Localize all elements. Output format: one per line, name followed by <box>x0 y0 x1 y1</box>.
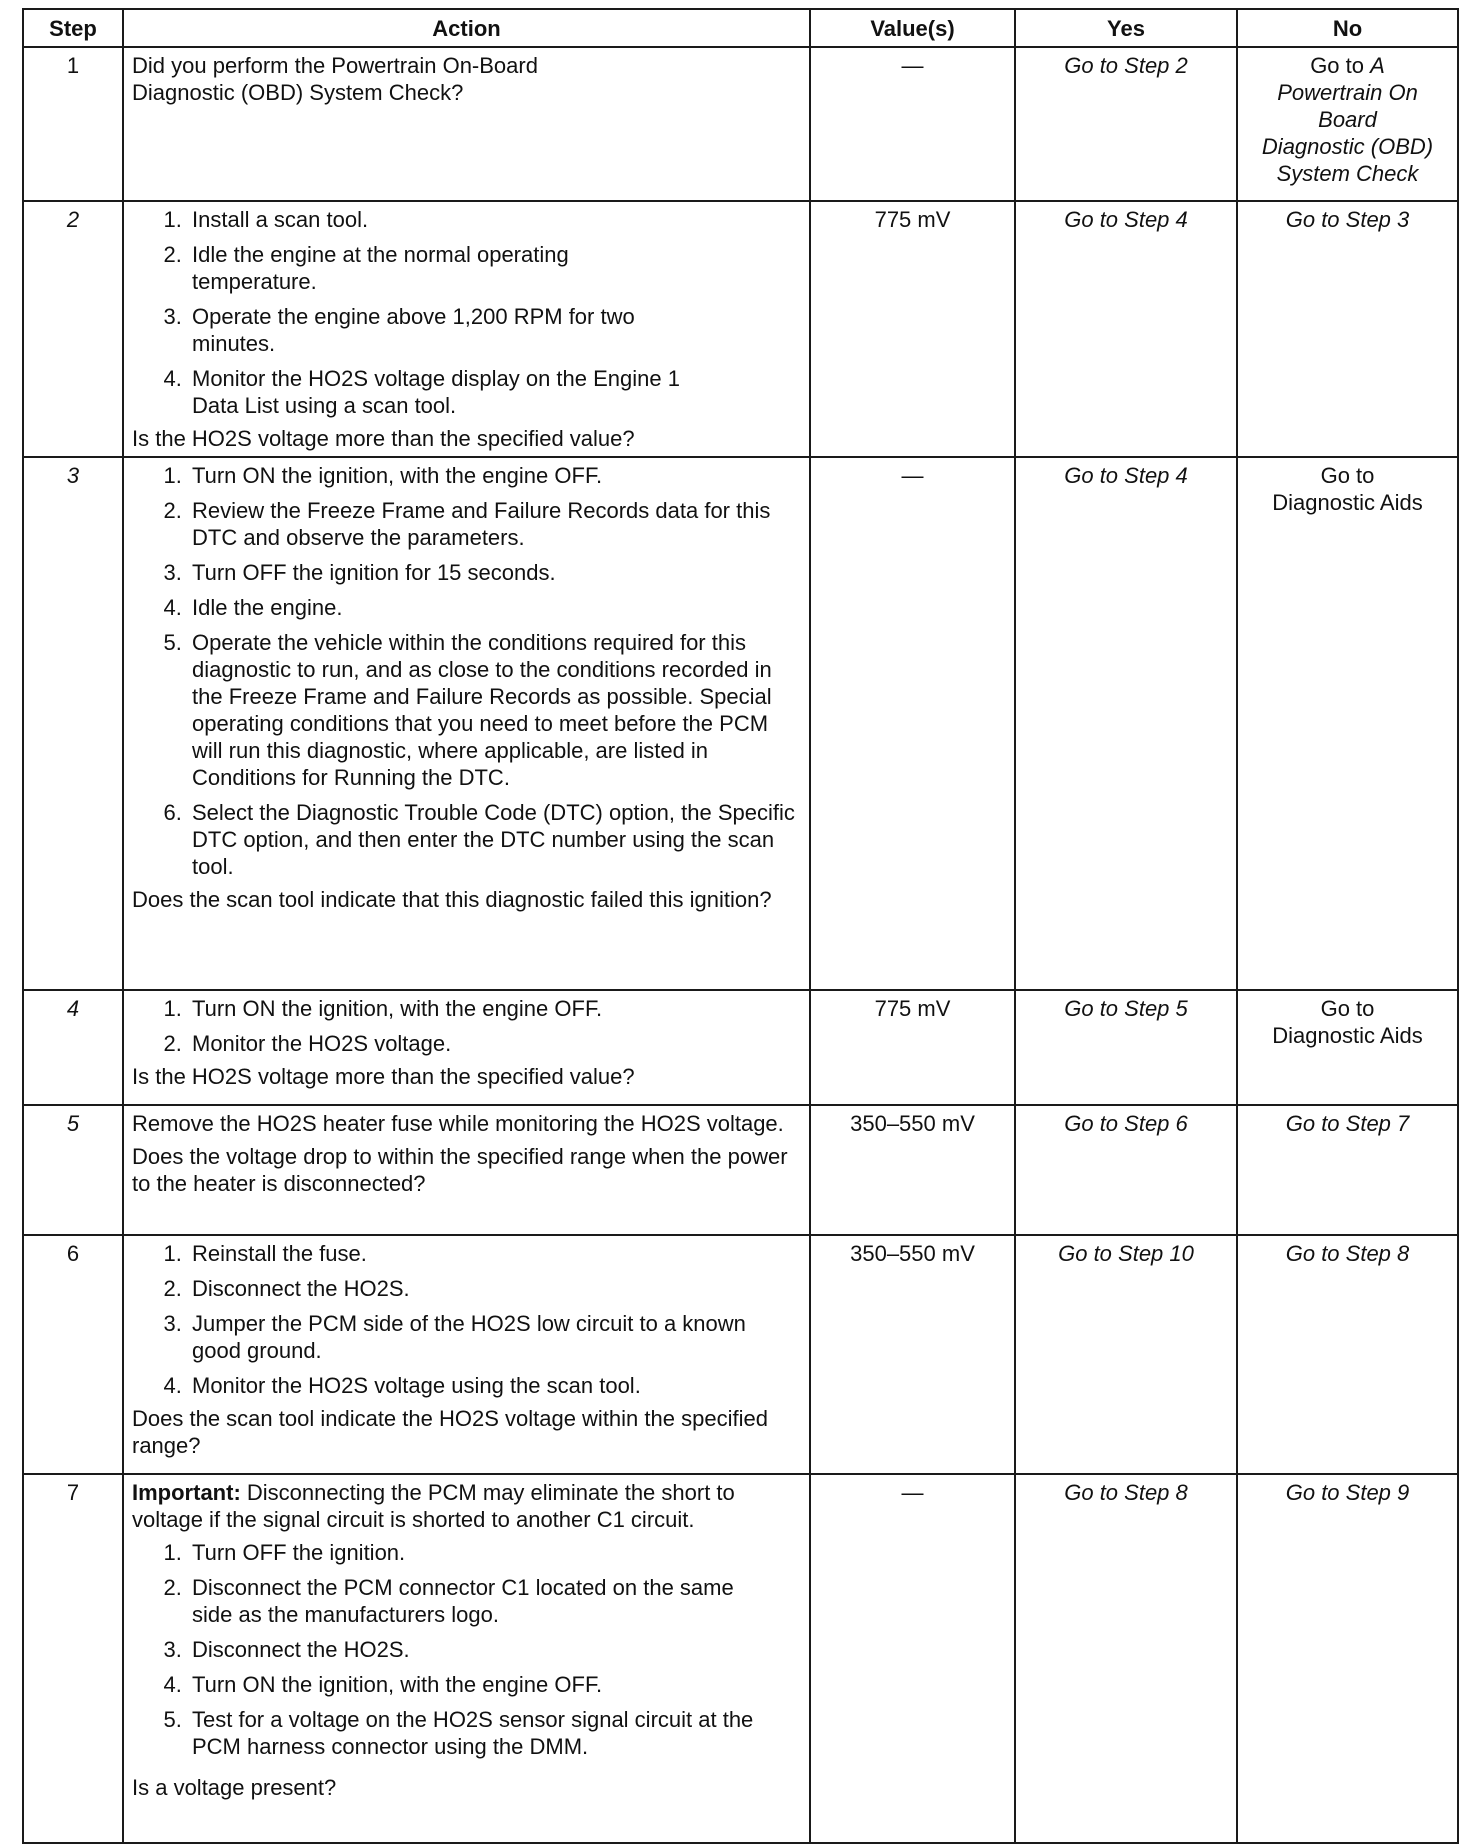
header-yes: Yes <box>1015 9 1237 47</box>
question: Is the HO2S voltage more than the specified value? <box>132 1064 635 1089</box>
action-steps <box>132 206 801 419</box>
important-text: Disconnecting the PCM may eliminate the short to voltage if the signal circuit is shorted to another C1 circuit. <box>132 1480 735 1532</box>
list-item: 1. Turn OFF the ignition. <box>188 1539 771 1566</box>
no-line: Go to <box>1320 996 1375 1021</box>
yes-cell: Go to Step 5 <box>1015 990 1237 1105</box>
list-item: 1. Turn ON the ignition, with the engine OFF. <box>188 995 801 1022</box>
value-cell: — <box>810 457 1015 990</box>
yes-cell: Go to Step 6 <box>1015 1105 1237 1235</box>
yes-cell: Go to Step 4 <box>1015 201 1237 457</box>
header-row <box>23 9 1458 47</box>
list-item: 4. Turn ON the ignition, with the engine OFF. <box>188 1671 771 1698</box>
no-cell: Go to Step 7 <box>1237 1105 1458 1235</box>
table-row <box>23 990 1458 1105</box>
no-line: System Check <box>1276 161 1419 186</box>
yes-cell: Go to Step 2 <box>1015 47 1237 201</box>
action-cell <box>123 457 810 990</box>
no-line: Go to <box>1320 463 1375 488</box>
action-steps <box>132 462 801 880</box>
table-row <box>23 457 1458 990</box>
action-cell <box>123 47 810 201</box>
no-cell <box>1237 457 1458 990</box>
list-item: 1. Install a scan tool. <box>188 206 681 233</box>
list-item: 3. Disconnect the HO2S. <box>188 1636 771 1663</box>
no-line: Diagnostic (OBD) <box>1261 134 1434 159</box>
yes-cell: Go to Step 4 <box>1015 457 1237 990</box>
list-item: 1. Turn ON the ignition, with the engine OFF. <box>188 462 801 489</box>
yes-cell: Go to Step 8 <box>1015 1474 1237 1843</box>
step-number: 7 <box>23 1474 123 1843</box>
table-row <box>23 1105 1458 1235</box>
important-note <box>132 1479 801 1533</box>
action-cell <box>123 1105 810 1235</box>
action-cell <box>123 990 810 1105</box>
header-no: No <box>1237 9 1458 47</box>
list-item: 5. Operate the vehicle within the conditions required for this diagnostic to run, and as close to the conditions recorded in the Freeze Frame and Failure Records as possible. Special operating conditions that you need to meet before the PCM will run this diagnostic, where applicable, are listed in Conditions for Running the DTC. <box>188 629 801 791</box>
list-item: 3. Jumper the PCM side of the HO2S low circuit to a known good ground. <box>188 1310 781 1364</box>
list-item: 2. Disconnect the PCM connector C1 located on the same side as the manufacturers logo. <box>188 1574 771 1628</box>
no-cell: Go to Step 8 <box>1237 1235 1458 1474</box>
value-cell: 350–550 mV <box>810 1235 1015 1474</box>
value-cell: 775 mV <box>810 990 1015 1105</box>
step-number: 3 <box>23 457 123 990</box>
step-number: 1 <box>23 47 123 201</box>
action-cell <box>123 201 810 457</box>
table-row <box>23 1474 1458 1843</box>
question: Does the scan tool indicate the HO2S voltage within the specified range? <box>132 1406 768 1458</box>
no-cell <box>1237 47 1458 201</box>
list-item: 2. Monitor the HO2S voltage. <box>188 1030 801 1057</box>
list-item: 3. Operate the engine above 1,200 RPM for two minutes. <box>188 303 681 357</box>
list-item: 4. Monitor the HO2S voltage display on the Engine 1 Data List using a scan tool. <box>188 365 681 419</box>
step-number: 5 <box>23 1105 123 1235</box>
no-line: Diagnostic Aids <box>1272 490 1423 515</box>
value-cell: 350–550 mV <box>810 1105 1015 1235</box>
question: Does the scan tool indicate that this diagnostic failed this ignition? <box>132 887 772 912</box>
diagnostic-table <box>22 8 1459 1844</box>
step-number: 2 <box>23 201 123 457</box>
question: Does the voltage drop to within the specified range when the power to the heater is disconnected? <box>132 1144 788 1196</box>
header-values: Value(s) <box>810 9 1015 47</box>
action-steps <box>132 1539 801 1760</box>
list-item: 2. Disconnect the HO2S. <box>188 1275 781 1302</box>
header-action: Action <box>123 9 810 47</box>
list-item: 6. Select the Diagnostic Trouble Code (DTC) option, the Specific DTC option, and then enter the DTC number using the scan tool. <box>188 799 801 880</box>
action-steps <box>132 1240 801 1399</box>
question: Is the HO2S voltage more than the specified value? <box>132 426 635 451</box>
list-item: 5. Test for a voltage on the HO2S sensor signal circuit at the PCM harness connector using the DMM. <box>188 1706 771 1760</box>
list-item: 4. Monitor the HO2S voltage using the scan tool. <box>188 1372 781 1399</box>
value-cell: — <box>810 1474 1015 1843</box>
value-cell: — <box>810 47 1015 201</box>
no-cell: Go to Step 9 <box>1237 1474 1458 1843</box>
question: Is a voltage present? <box>132 1775 337 1800</box>
step-number: 6 <box>23 1235 123 1474</box>
list-item: 2. Idle the engine at the normal operating temperature. <box>188 241 681 295</box>
important-label: Important: <box>132 1480 241 1505</box>
step-number: 4 <box>23 990 123 1105</box>
list-item: 1. Reinstall the fuse. <box>188 1240 781 1267</box>
action-cell <box>123 1474 810 1843</box>
no-line: Go to A <box>1310 53 1385 78</box>
action-cell <box>123 1235 810 1474</box>
list-item: 4. Idle the engine. <box>188 594 801 621</box>
value-cell: 775 mV <box>810 201 1015 457</box>
action-text: Did you perform the Powertrain On-Board Diagnostic (OBD) System Check? <box>132 53 538 105</box>
list-item: 2. Review the Freeze Frame and Failure Records data for this DTC and observe the parameters. <box>188 497 801 551</box>
no-line: Diagnostic Aids <box>1272 1023 1423 1048</box>
table-row <box>23 47 1458 201</box>
yes-cell: Go to Step 10 <box>1015 1235 1237 1474</box>
list-item: 3. Turn OFF the ignition for 15 seconds. <box>188 559 801 586</box>
header-step: Step <box>23 9 123 47</box>
action-steps <box>132 995 801 1057</box>
no-line: Powertrain On <box>1277 80 1418 105</box>
table-row <box>23 201 1458 457</box>
no-line: Board <box>1318 107 1377 132</box>
table-row <box>23 1235 1458 1474</box>
no-cell <box>1237 990 1458 1105</box>
action-text: Remove the HO2S heater fuse while monitoring the HO2S voltage. <box>132 1111 784 1136</box>
no-cell: Go to Step 3 <box>1237 201 1458 457</box>
